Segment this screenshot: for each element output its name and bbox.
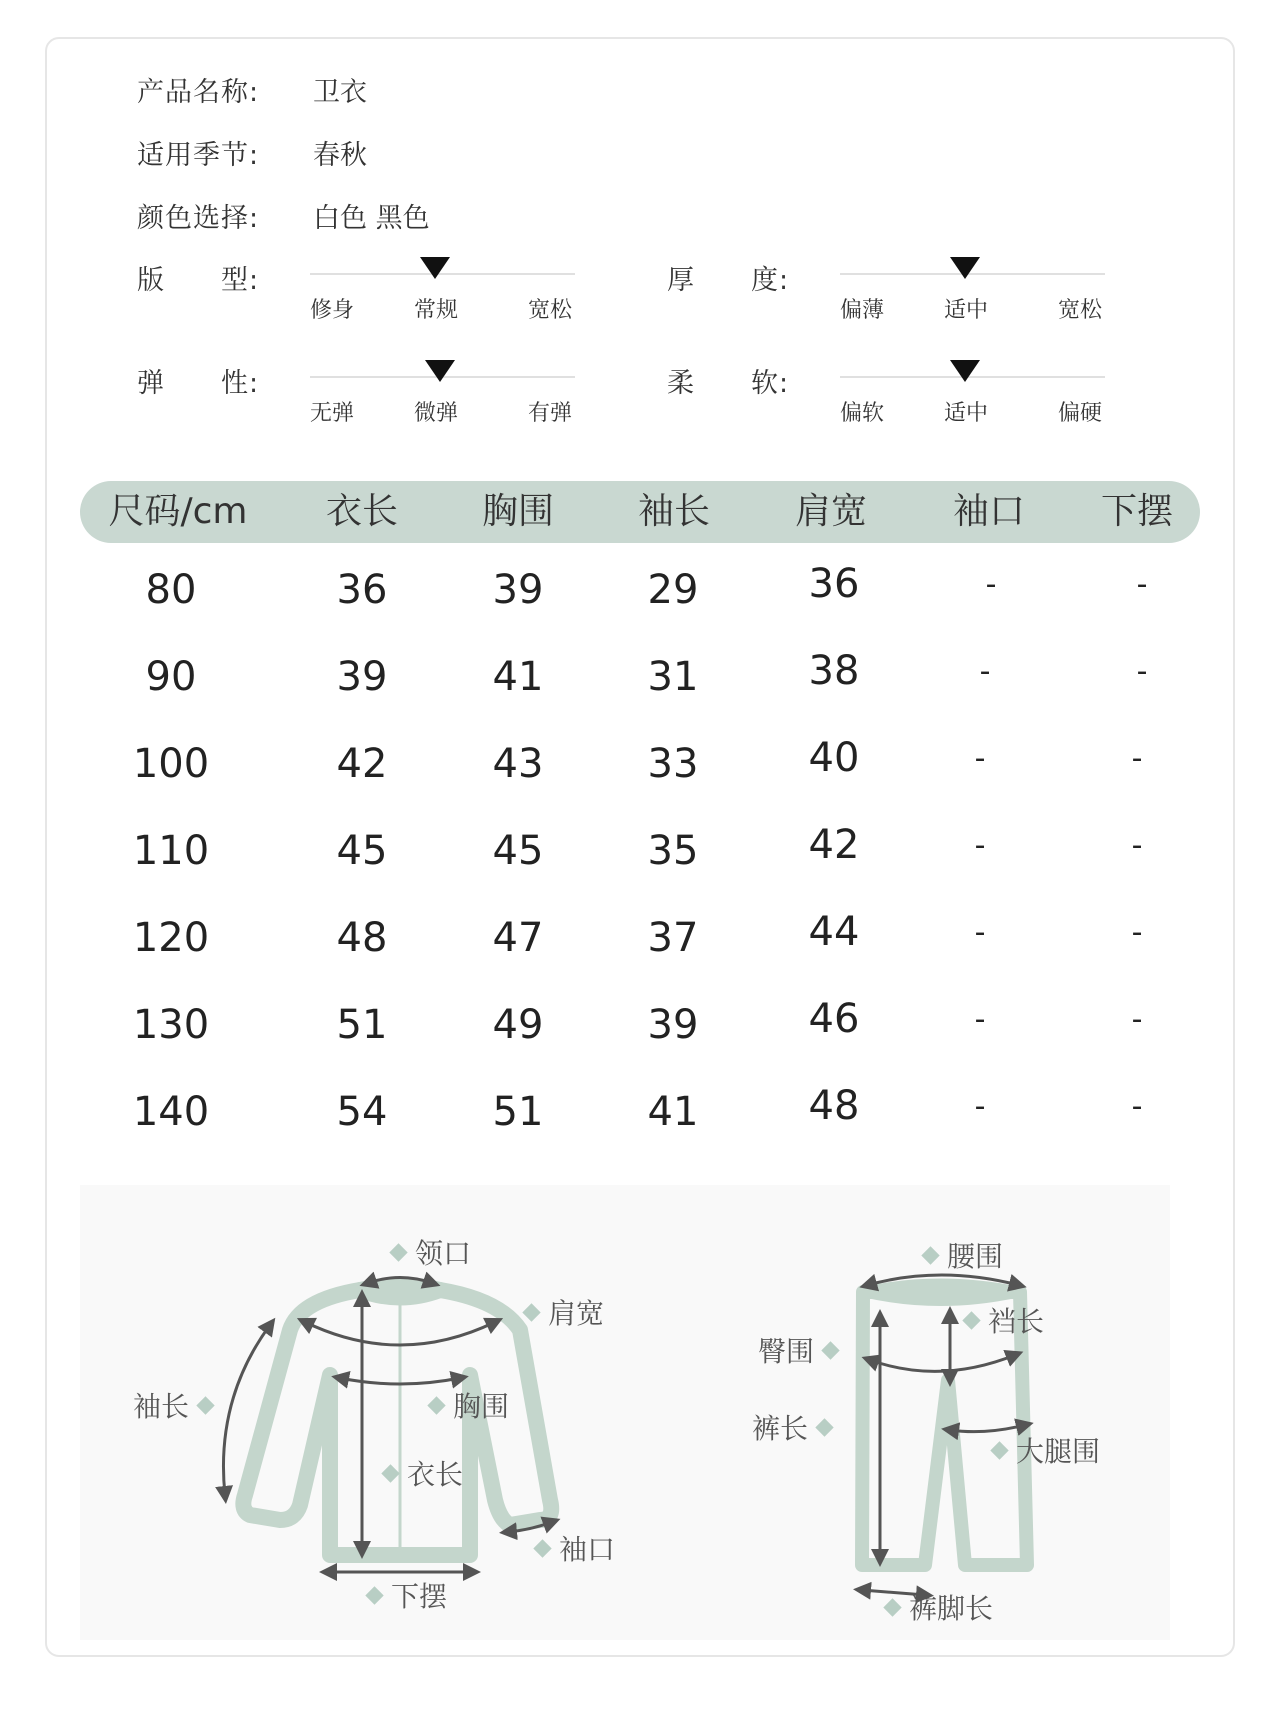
- diamond-icon: [389, 1243, 407, 1261]
- header-shoulder: 肩宽: [794, 491, 868, 532]
- cell-length: 54: [336, 1089, 388, 1135]
- cell-chest: 45: [492, 828, 544, 874]
- cell-length: 45: [336, 828, 388, 874]
- cell-sleeve: 31: [647, 654, 699, 700]
- product-name-label: 产品名称:: [137, 77, 260, 108]
- header-chest: 胸围: [481, 491, 555, 532]
- cell-cuff: -: [974, 1089, 986, 1124]
- diamond-icon: [381, 1464, 399, 1482]
- diamond-icon: [427, 1396, 445, 1414]
- label-thigh: [983, 1430, 1100, 1470]
- thickness-label: 厚 度:: [667, 265, 790, 296]
- scale-option: 适中: [944, 401, 989, 426]
- cell-hem: -: [1136, 567, 1148, 602]
- cell-sleeve: 37: [647, 915, 699, 961]
- label-text: 裤长: [752, 1412, 809, 1445]
- diamond-icon: [883, 1598, 901, 1616]
- elasticity-label: 弹 性:: [137, 368, 260, 399]
- cell-cuff: -: [974, 915, 986, 950]
- label-sleeve-length: [133, 1385, 222, 1425]
- diamond-icon: [533, 1539, 551, 1557]
- cell-sleeve: 41: [647, 1089, 699, 1135]
- cell-shoulder: 46: [808, 996, 860, 1042]
- diamond-icon: [962, 1311, 980, 1329]
- label-text: 大腿围: [1016, 1435, 1101, 1468]
- diamond-icon: [990, 1441, 1008, 1459]
- cell-length: 42: [336, 741, 388, 787]
- label-waist: [914, 1235, 1003, 1275]
- header-hem: 下摆: [1100, 491, 1174, 532]
- header-sleeve: 袖长: [637, 491, 711, 532]
- scale-option: 常规: [414, 298, 459, 323]
- scale-option: 偏薄: [840, 298, 885, 323]
- cell-hem: -: [1131, 915, 1143, 950]
- label-leg-opening: [876, 1587, 993, 1627]
- cell-cuff: -: [974, 1002, 986, 1037]
- cell-size: 110: [132, 828, 210, 874]
- softness-label: 柔 软:: [667, 368, 790, 399]
- scale-option: 偏软: [840, 401, 885, 426]
- color-value: 白色 黑色: [313, 203, 430, 234]
- label-pants-length: [752, 1407, 841, 1447]
- cell-size: 100: [132, 741, 210, 787]
- cell-chest: 51: [492, 1089, 544, 1135]
- label-text: 臀围: [758, 1335, 815, 1368]
- cell-shoulder: 44: [808, 909, 860, 955]
- label-text: 袖长: [133, 1390, 190, 1423]
- scale-option: 无弹: [310, 401, 355, 426]
- label-text: 胸围: [453, 1390, 510, 1423]
- diamond-icon: [815, 1418, 833, 1436]
- label-text: 袖口: [559, 1533, 616, 1566]
- diamond-icon: [196, 1396, 214, 1414]
- label-text: 腰围: [947, 1240, 1004, 1273]
- cell-cuff: -: [985, 567, 997, 602]
- scale-option: 宽松: [528, 298, 573, 323]
- label-length: [374, 1453, 463, 1493]
- label-text: 下摆: [391, 1580, 448, 1613]
- header-length: 衣长: [325, 491, 399, 532]
- cell-length: 48: [336, 915, 388, 961]
- cell-length: 39: [336, 654, 388, 700]
- cell-cuff: -: [974, 828, 986, 863]
- cell-chest: 49: [492, 1002, 544, 1048]
- cell-cuff: -: [974, 741, 986, 776]
- diamond-icon: [365, 1586, 383, 1604]
- cell-sleeve: 39: [647, 1002, 699, 1048]
- product-name-value: 卫衣: [313, 77, 367, 108]
- header-size: 尺码/cm: [108, 491, 248, 532]
- scale-option: 偏硬: [1058, 401, 1103, 426]
- label-text: 肩宽: [548, 1297, 605, 1330]
- label-collar: [382, 1232, 471, 1272]
- label-text: 领口: [415, 1237, 472, 1270]
- cell-chest: 39: [492, 567, 544, 613]
- cell-hem: -: [1131, 828, 1143, 863]
- label-hem: [358, 1575, 447, 1615]
- cell-size: 130: [132, 1002, 210, 1048]
- cell-chest: 43: [492, 741, 544, 787]
- cell-sleeve: 35: [647, 828, 699, 874]
- label-text: 裤脚长: [909, 1592, 994, 1625]
- header-cuff: 袖口: [952, 491, 1026, 532]
- scale-option: 微弹: [414, 401, 459, 426]
- label-hip: [758, 1330, 847, 1370]
- cell-hem: -: [1136, 654, 1148, 689]
- label-rise: [955, 1300, 1044, 1340]
- cell-sleeve: 33: [647, 741, 699, 787]
- label-chest: [420, 1385, 509, 1425]
- color-label: 颜色选择:: [137, 203, 260, 234]
- scale-option: 有弹: [528, 401, 573, 426]
- cell-hem: -: [1131, 1002, 1143, 1037]
- diamond-icon: [821, 1341, 839, 1359]
- diamond-icon: [522, 1303, 540, 1321]
- cell-shoulder: 36: [808, 561, 860, 607]
- season-label: 适用季节:: [137, 140, 260, 171]
- cell-size: 80: [145, 567, 197, 613]
- cell-size: 90: [145, 654, 197, 700]
- label-cuff: [526, 1528, 615, 1568]
- cell-shoulder: 40: [808, 735, 860, 781]
- label-text: 衣长: [407, 1458, 464, 1491]
- scale-option: 适中: [944, 298, 989, 323]
- cell-length: 51: [336, 1002, 388, 1048]
- cell-size: 140: [132, 1089, 210, 1135]
- cell-size: 120: [132, 915, 210, 961]
- cell-shoulder: 38: [808, 648, 860, 694]
- cell-cuff: -: [979, 654, 991, 689]
- scale-option: 宽松: [1058, 298, 1103, 323]
- fit-label: 版 型:: [137, 265, 260, 296]
- cell-chest: 47: [492, 915, 544, 961]
- cell-shoulder: 42: [808, 822, 860, 868]
- label-text: 裆长: [988, 1305, 1045, 1338]
- cell-hem: -: [1131, 1089, 1143, 1124]
- cell-length: 36: [336, 567, 388, 613]
- cell-chest: 41: [492, 654, 544, 700]
- cell-hem: -: [1131, 741, 1143, 776]
- cell-sleeve: 29: [647, 567, 699, 613]
- cell-shoulder: 48: [808, 1083, 860, 1129]
- scale-option: 修身: [310, 298, 355, 323]
- diamond-icon: [921, 1246, 939, 1264]
- season-value: 春秋: [313, 140, 367, 171]
- label-shoulder: [515, 1292, 604, 1332]
